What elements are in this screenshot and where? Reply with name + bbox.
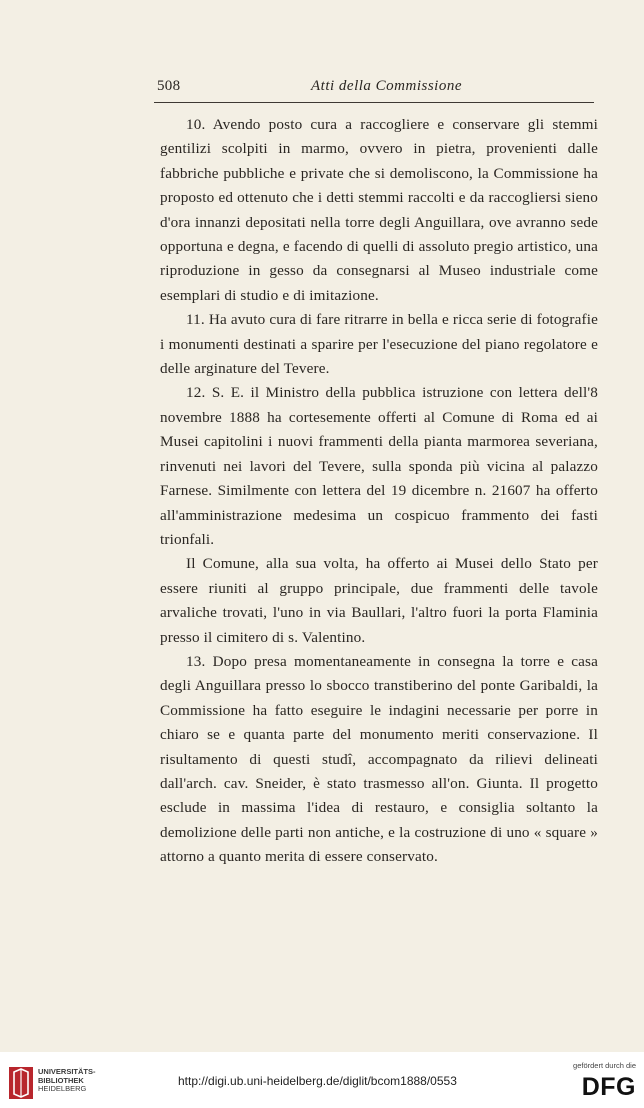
library-name-line3: HEIDELBERG: [38, 1084, 87, 1093]
paragraph-12: 12. S. E. il Ministro della pubblica istruzione con lettera dell'8 novembre 1888 ha cortesemente offerti al Comune di Roma ed ai Musei capitolini i nuovi frammenti della pianta marmorea severiana, rinvenuti nei lavori del Tevere, sulla sponda più vicina al palazzo Farnese. Similmente con lettera del 19 dicembre n. 21607 ha offerto all'amministrazione medesima un cospicuo frammento dei fasti trionfali.: [160, 384, 598, 548]
library-name-line2: BIBLIOTHEK: [38, 1075, 84, 1085]
dfg-logo: DFG: [581, 1073, 636, 1101]
university-library-logo-icon: [8, 1066, 34, 1100]
paragraph-10: 10. Avendo posto cura a raccogliere e conservare gli stemmi gentilizi scolpiti in marmo, ovvero in pietra, provenienti dalle fabbriche pubbliche e private che si demoliscono, la Commissione ha proposto ed ottenuto che i detti stemmi raccolti e da raccogliersi sieno d'ora innanzi depositati nella torre degli Anguillara, ove avranno sede opportuna e degna, e facendo di quelli di assoluto pregio artistico, una riproduzione in gesso da consegnarsi al Museo industriale come esemplari di studio e di imitazione.: [160, 116, 598, 304]
paragraph-13: 13. Dopo presa momentaneamente in consegna la torre e casa degli Anguillara presso lo sbocco transtiberino del ponte Garibaldi, la Commissione ha fatto eseguire le indagini necessarie per porre in chiaro se e quanta parte del monumento meriti conservazione. Il risultamento di questi studî, accompagnato da rilievi delineati dall'arch. cav. Sneider, è stato trasmesso all'on. Giunta. Il progetto esclude in massima l'idea di restauro, e consiglia soltanto la demolizione delle parti non antiche, e la costruzione di uno « square » attorno a quanto merita di essere conservato.: [160, 652, 598, 866]
permalink-url[interactable]: http://digi.ub.uni-heidelberg.de/diglit/bcom1888/0553: [178, 1074, 457, 1088]
page-number: 508: [157, 78, 181, 94]
paragraph-11: 11. Ha avuto cura di fare ritrarre in bella e ricca serie di fotografie i monumenti destinati a sparire per l'esecuzione del piano regolatore e delle arginature del Tevere.: [160, 311, 598, 378]
header-rule: [154, 102, 594, 103]
library-name: [38, 1068, 96, 1094]
body-text: [160, 113, 598, 870]
paragraph-12-continued: Il Comune, alla sua volta, ha offerto ai Musei dello Stato per essere riuniti al gruppo principale, due frammenti delle tavole arvaliche trovati, l'uno in via Baullari, l'altro fuori la porta Flaminia presso il cimitero di s. Valentino.: [160, 555, 598, 646]
viewer-footer: [0, 1052, 644, 1108]
library-name-line1: UNIVERSITÄTS-: [38, 1067, 96, 1076]
dfg-caption: gefördert durch die: [573, 1061, 636, 1070]
running-title: Atti della Commissione: [311, 78, 462, 94]
page-header: [151, 78, 597, 100]
